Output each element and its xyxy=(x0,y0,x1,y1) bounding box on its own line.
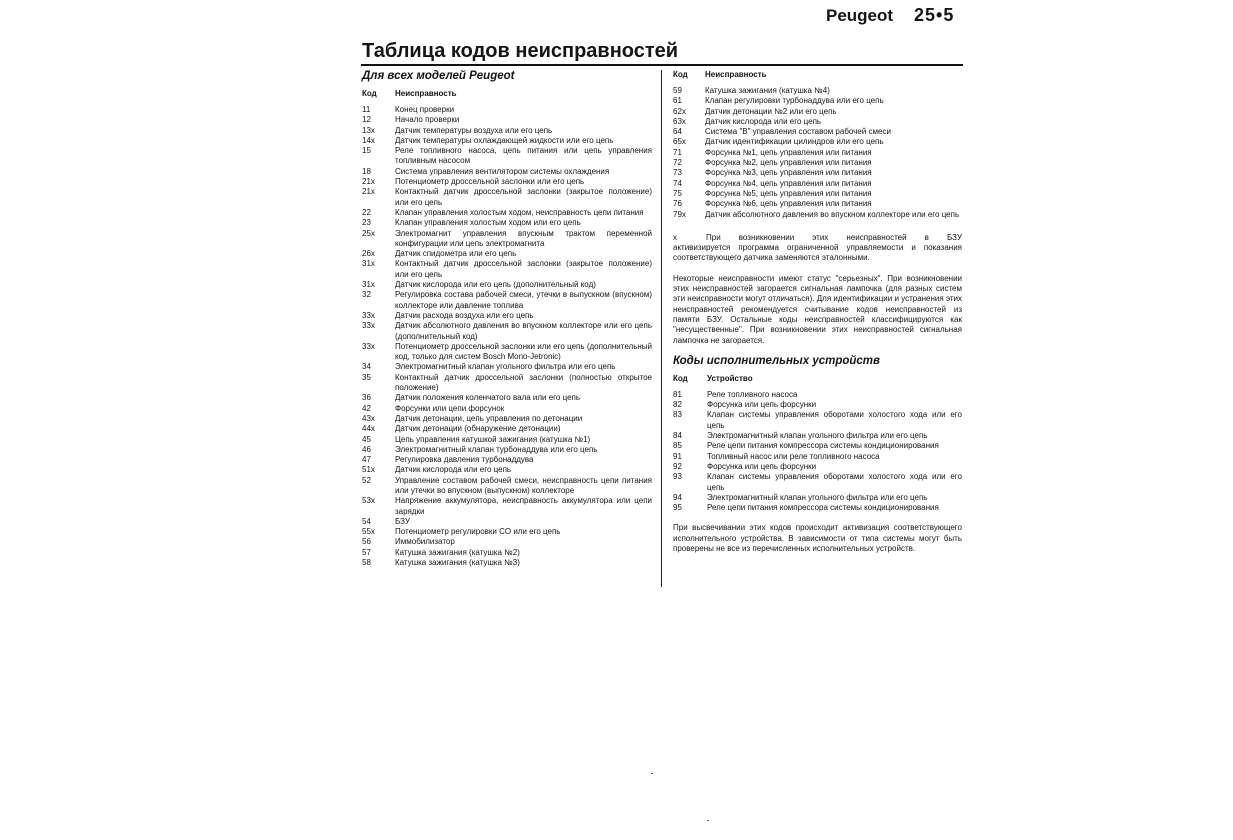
column-header-device: Устройство xyxy=(707,373,753,383)
table-row xyxy=(673,168,962,178)
row-code: 92 xyxy=(673,461,682,471)
row-code: 81 xyxy=(673,389,682,399)
row-description: Форсунки или цепи форсунок xyxy=(395,403,505,413)
table-row xyxy=(362,208,652,218)
table-row xyxy=(362,537,652,547)
row-description: Электромагнит управления впускным трактом переменной конфигурации или цепь электромагнита xyxy=(395,228,652,248)
table-row xyxy=(673,493,962,503)
row-code: 21x xyxy=(362,187,375,197)
row-code: 91 xyxy=(673,451,682,461)
table-row xyxy=(673,127,962,137)
row-code: 18 xyxy=(362,166,371,176)
row-code: 58 xyxy=(362,558,371,568)
table-row xyxy=(362,424,652,434)
table-row xyxy=(673,452,962,462)
table-row xyxy=(673,410,962,431)
row-description: Датчик температуры воздуха или его цепь xyxy=(395,125,553,135)
page-number: 25•5 xyxy=(914,5,955,25)
row-description: Форсунка №6, цепь управления или питания xyxy=(705,199,872,209)
row-code: 57 xyxy=(362,547,371,557)
row-code: 61 xyxy=(673,96,682,106)
row-code: 33x xyxy=(362,341,375,351)
row-description: Катушка зажигания (катушка №2) xyxy=(395,547,520,557)
table-row xyxy=(362,414,652,424)
table-row xyxy=(362,280,652,290)
table-row xyxy=(673,117,962,127)
fault-table-header xyxy=(362,89,652,99)
row-code: 31x xyxy=(362,280,375,290)
footnote-mark: x xyxy=(673,232,677,242)
table-row xyxy=(673,441,962,451)
row-code: 93 xyxy=(673,472,682,482)
header-rule xyxy=(361,64,963,66)
row-description: Датчик кислорода или его цепь (дополнительный код) xyxy=(395,280,596,290)
table-row xyxy=(362,342,652,363)
row-description: Форсунка №4, цепь управления или питания xyxy=(705,178,872,188)
row-description: Контактный датчик дроссельной заслонки (закрытое положение) или его цепь xyxy=(395,187,652,207)
table-row xyxy=(673,431,962,441)
row-code: 14x xyxy=(362,135,375,145)
scan-speck xyxy=(651,773,653,774)
row-code: 46 xyxy=(362,444,371,454)
table-row xyxy=(362,167,652,177)
row-code: 44x xyxy=(362,424,375,434)
row-description: Управление составом рабочей смеси, неисправность цепи питания или утечки во впускном (выпускном) коллекторе xyxy=(395,475,652,495)
table-row xyxy=(362,311,652,321)
table-row xyxy=(673,148,962,158)
table-row xyxy=(362,105,652,115)
table-row xyxy=(362,373,652,394)
table-row xyxy=(673,390,962,400)
table-row xyxy=(673,400,962,410)
table-row xyxy=(673,503,962,513)
table-row xyxy=(362,558,652,568)
table-row xyxy=(362,496,652,517)
row-code: 43x xyxy=(362,413,375,423)
row-code: 31x xyxy=(362,259,375,269)
table-row xyxy=(673,472,962,493)
table-row xyxy=(362,290,652,311)
row-code: 12 xyxy=(362,115,371,125)
row-description: Контактный датчик дроссельной заслонки (закрытое положение) или его цепь xyxy=(395,259,652,279)
row-description: Потенциометр регулировки CO или его цепь xyxy=(395,527,561,537)
row-description: БЗУ xyxy=(395,516,410,526)
row-description: Форсунка №5, цепь управления или питания xyxy=(705,188,872,198)
column-header-fault: Неисправность xyxy=(705,70,767,79)
table-row xyxy=(673,137,962,147)
row-code: 47 xyxy=(362,455,371,465)
table-row xyxy=(362,527,652,537)
fault-table-header-continued xyxy=(673,70,962,80)
actuators-note-paragraph: При высвечивании этих кодов происходит активизация соответствующего исполнительного устройства. В зависимости от типа системы могут быть проверены не все из перечисленных исполнительных устройств. xyxy=(673,523,962,553)
row-description: Реле топливного насоса, цепь питания или цепь управления топливным насосом xyxy=(395,146,652,166)
row-description: Система "В" управления составом рабочей смеси xyxy=(705,127,891,137)
row-description: Регулировка состава рабочей смеси, утечки в выпускном (впускном) коллекторе или давление топлива xyxy=(395,290,652,310)
row-description: Форсунка №3, цепь управления или питания xyxy=(705,168,872,178)
table-row xyxy=(362,476,652,497)
footnote-x-first-line xyxy=(673,233,962,243)
table-row xyxy=(362,465,652,475)
row-code: 72 xyxy=(673,158,682,168)
row-description: Катушка зажигания (катушка №3) xyxy=(395,558,520,568)
table-row xyxy=(362,229,652,250)
row-description: Датчик детонации №2 или его цепь xyxy=(705,106,837,116)
table-row xyxy=(673,86,962,96)
row-description: Электромагнитный клапан угольного фильтра или его цепь xyxy=(707,492,928,502)
row-description: Конец проверки xyxy=(395,105,455,114)
row-description: Регулировка давления турбонаддува xyxy=(395,455,534,465)
row-code: 35 xyxy=(362,372,371,382)
row-code: 55x xyxy=(362,527,375,537)
table-row xyxy=(362,435,652,445)
actuator-code-list xyxy=(673,390,962,514)
table-row xyxy=(362,517,652,527)
row-code: 33x xyxy=(362,310,375,320)
row-code: 82 xyxy=(673,400,682,410)
table-row xyxy=(673,107,962,117)
column-header-code: Код xyxy=(362,89,377,98)
row-code: 73 xyxy=(673,168,682,178)
page-title: Таблица кодов неисправностей xyxy=(362,40,679,62)
row-description: Датчик абсолютного давления во впускном коллекторе или его цепь (дополнительный код) xyxy=(395,321,652,341)
table-row xyxy=(362,177,652,187)
table-row xyxy=(673,189,962,199)
row-description: Клапан управления холостым ходом или его цепь xyxy=(395,218,581,228)
row-code: 36 xyxy=(362,393,371,403)
row-description: Электромагнитный клапан турбонаддува или его цепь xyxy=(395,444,598,454)
table-row xyxy=(362,548,652,558)
table-row xyxy=(362,259,652,280)
row-description: Форсунка №2, цепь управления или питания xyxy=(705,158,872,168)
row-code: 56 xyxy=(362,537,371,547)
serious-faults-paragraph: Некоторые неисправности имеют статус "серьезных". При возникновении этих неисправностей загорается сигнальная лампочка (для разных систем эти неисправности могут отличаться). Для идентификации и устранения этих неисправностей рекомендуется считывание кодов неисправностей из памяти БЗУ. Остальные коды неисправностей классифицируются как "несущественные". При возникновении этих неисправностей сигнальная лампочка не загорается. xyxy=(673,273,962,345)
row-description: Датчик температуры охлаждающей жидкости или его цепь xyxy=(395,135,614,145)
table-row xyxy=(362,126,652,136)
table-row xyxy=(673,158,962,168)
row-code: 64 xyxy=(673,127,682,137)
row-description: Датчик кислорода или его цепь xyxy=(705,116,822,126)
footnote-text-start: При возникновении этих неисправностей в БЗУ xyxy=(706,232,962,242)
left-column xyxy=(362,70,652,568)
running-header-brand: Peugeot xyxy=(826,6,894,25)
fault-code-list xyxy=(362,105,652,568)
table-row xyxy=(673,96,962,106)
row-code: 95 xyxy=(673,503,682,513)
table-row xyxy=(362,218,652,228)
column-header-code: Код xyxy=(673,373,688,383)
row-description: Датчик положения коленчатого вала или его цепь xyxy=(395,393,581,403)
table-row xyxy=(362,404,652,414)
table-row xyxy=(362,249,652,259)
table-row xyxy=(362,445,652,455)
table-row xyxy=(362,146,652,167)
row-description: Реле цепи питания компрессора системы кондиционирования xyxy=(707,503,939,513)
row-code: 85 xyxy=(673,441,682,451)
row-description: Потенциометр дроссельной заслонки или его цепь xyxy=(395,177,585,187)
column-header-code: Код xyxy=(673,70,688,79)
row-code: 13x xyxy=(362,125,375,135)
row-description: Форсунка или цепь форсунки xyxy=(707,400,817,410)
table-row xyxy=(362,393,652,403)
right-column xyxy=(673,70,962,554)
row-description: Электромагнитный клапан угольного фильтра или его цепь xyxy=(395,362,616,372)
row-description: Датчик идентификации цилиндров или его цепь xyxy=(705,137,884,147)
row-description: Катушка зажигания (катушка №4) xyxy=(705,86,830,95)
row-code: 76 xyxy=(673,199,682,209)
table-row xyxy=(362,136,652,146)
row-description: Датчик спидометра или его цепь xyxy=(395,249,517,259)
row-code: 63x xyxy=(673,116,686,126)
row-code: 84 xyxy=(673,431,682,441)
row-description: Реле топливного насоса xyxy=(707,389,798,399)
row-description: Напряжение аккумулятора, неисправность аккумулятора или цепи зарядки xyxy=(395,496,652,516)
row-description: Датчик детонации (обнаружение детонации) xyxy=(395,424,561,434)
row-code: 52 xyxy=(362,475,371,485)
row-code: 71 xyxy=(673,147,682,157)
table-row xyxy=(673,462,962,472)
footnote-x-text: активизируется программа ограниченной управляемости и показания соответствующего датчика заменяются эталонными. xyxy=(673,243,962,263)
row-code: 59 xyxy=(673,86,682,95)
row-description: Датчик кислорода или его цепь xyxy=(395,465,512,475)
row-code: 54 xyxy=(362,516,371,526)
row-description: Топливный насос или реле топливного насоса xyxy=(707,451,880,461)
table-row xyxy=(362,115,652,125)
row-code: 65x xyxy=(673,137,686,147)
table-row xyxy=(362,362,652,372)
row-description: Клапан системы управления оборотами холостого хода или его цепь xyxy=(707,410,962,430)
section-subheading: Для всех моделей Peugeot xyxy=(362,70,515,82)
row-code: 22 xyxy=(362,207,371,217)
row-code: 15 xyxy=(362,146,371,156)
row-code: 45 xyxy=(362,434,371,444)
row-code: 94 xyxy=(673,492,682,502)
scan-speck xyxy=(707,820,709,821)
row-description: Система управления вентилятором системы охлаждения xyxy=(395,166,610,176)
row-code: 25x xyxy=(362,228,375,238)
row-description: Цепь управления катушкой зажигания (катушка №1) xyxy=(395,434,591,444)
row-description: Датчик абсолютного давления во впускном коллекторе или его цепь xyxy=(705,209,960,219)
row-code: 53x xyxy=(362,496,375,506)
table-row xyxy=(362,321,652,342)
row-code: 79x xyxy=(673,209,686,219)
row-description: Клапан регулировки турбонаддува или его цепь xyxy=(705,96,884,106)
row-description: Начало проверки xyxy=(395,115,460,125)
row-code: 11 xyxy=(362,105,371,114)
table-row xyxy=(362,455,652,465)
fault-code-list-continued xyxy=(673,86,962,220)
row-description: Форсунка или цепь форсунки xyxy=(707,461,817,471)
row-description: Форсунка №1, цепь управления или питания xyxy=(705,147,872,157)
table-row xyxy=(673,179,962,189)
row-description: Датчик расхода воздуха или его цепь xyxy=(395,310,534,320)
row-code: 21x xyxy=(362,177,375,187)
row-code: 32 xyxy=(362,290,371,300)
row-code: 23 xyxy=(362,218,371,228)
row-code: 51x xyxy=(362,465,375,475)
column-header-fault: Неисправность xyxy=(395,89,457,98)
actuator-table-header xyxy=(673,374,962,384)
row-description: Датчик детонации, цепь управления по детонации xyxy=(395,413,583,423)
row-description: Контактный датчик дроссельной заслонки (полностью открытое положение) xyxy=(395,372,652,393)
row-description: Потенциометр дроссельной заслонки или его цепь (дополнительный код, только для систем Bosch Mono-Jetronic) xyxy=(395,341,652,362)
column-divider xyxy=(661,70,662,587)
row-description: Электромагнитный клапан угольного фильтра или его цепь xyxy=(707,431,928,441)
row-code: 34 xyxy=(362,362,371,372)
row-description: Иммобилизатор xyxy=(395,537,455,547)
row-code: 26x xyxy=(362,249,375,259)
table-row xyxy=(362,187,652,208)
row-description: Клапан управления холостым ходом, неисправность цепи питания xyxy=(395,207,644,217)
row-code: 33x xyxy=(362,321,375,331)
row-description: Клапан системы управления оборотами холостого хода или его цепь xyxy=(707,472,962,492)
table-row xyxy=(673,210,962,220)
table-row xyxy=(673,199,962,209)
row-code: 83 xyxy=(673,410,682,420)
row-code: 74 xyxy=(673,178,682,188)
row-description: Реле цепи питания компрессора системы кондиционирования xyxy=(707,441,939,451)
row-code: 42 xyxy=(362,403,371,413)
actuators-heading: Коды исполнительных устройств xyxy=(673,354,880,367)
row-code: 75 xyxy=(673,188,682,198)
row-code: 62x xyxy=(673,106,686,116)
